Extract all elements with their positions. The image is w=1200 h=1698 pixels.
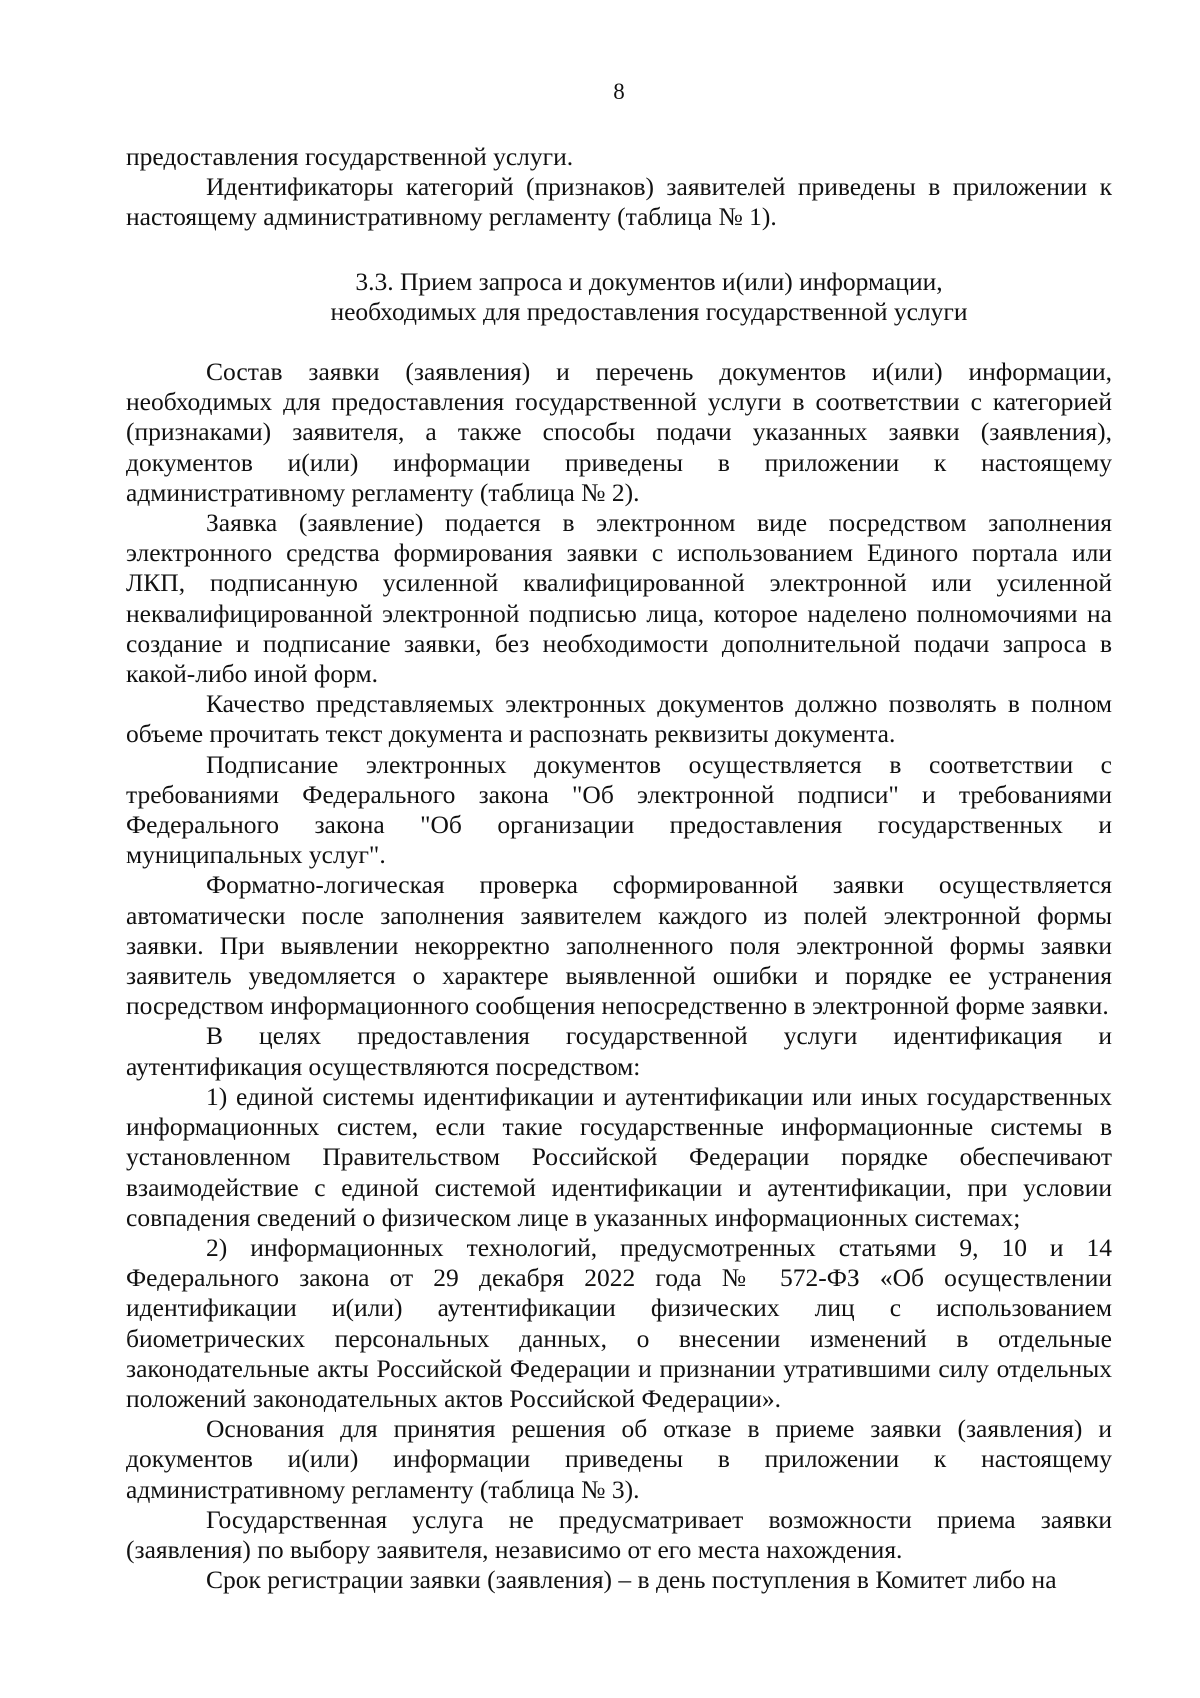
page-number: 8	[613, 79, 625, 104]
paragraph: Основания для принятия решения об отказе в приеме заявки (заявления) и документов и(или) информации приведены в приложении к настоящему административному регламенту (таблица № 3).	[126, 1414, 1112, 1504]
paragraph: Форматно-логическая проверка сформированной заявки осуществляется автоматически после заполнения заявителем каждого из полей электронной формы заявки. При выявлении некорректно заполненного поля электронной формы заявки заявитель уведомляется о характере выявленной ошибки и порядке ее устранения посредством информационного сообщения непосредственно в электронной форме заявки.	[126, 870, 1112, 1021]
paragraph: Государственная услуга не предусматривает возможности приема заявки (заявления) по выбору заявителя, независимо от его места нахождения.	[126, 1504, 1112, 1564]
paragraph: Подписание электронных документов осуществляется в соответствии с требованиями Федерального закона "Об электронной подписи" и требованиями Федерального закона "Об организации предоставления государственных и муниципальных услуг".	[126, 749, 1112, 870]
paragraph: Заявка (заявление) подается в электронном виде посредством заполнения электронного средства формирования заявки с использованием Единого портала или ЛКП, подписанную усиленной квалифицированной электронной или усиленной неквалифицированной электронной подписью лица, которое наделено полномочиями на создание и подписание заявки, без необходимости дополнительной подачи запроса в какой-либо иной форм.	[126, 508, 1112, 689]
paragraph: В целях предоставления государственной услуги идентификация и аутентификация осуществляются посредством:	[126, 1021, 1112, 1081]
paragraph: Состав заявки (заявления) и перечень документов и(или) информации, необходимых для предоставления государственной услуги в соответствии с категорией (признаками) заявителя, а также способы подачи указанных заявки (заявления), документов и(или) информации приведены в приложении к настоящему административному регламенту (таблица № 2).	[126, 357, 1112, 507]
paragraph-identifiers: Идентификаторы категорий (признаков) заявителей приведены в приложении к настоящему административному регламенту (таблица № 1).	[126, 172, 1112, 232]
section-heading-line-1: 3.3. Прием запроса и документов и(или) информации,	[355, 266, 943, 296]
paragraph: Срок регистрации заявки (заявления) – в день поступления в Комитет либо на	[206, 1565, 1057, 1595]
paragraph: Качество представляемых электронных документов должно позволять в полном объеме прочитать текст документа и распознать реквизиты документа.	[126, 689, 1112, 749]
section-heading	[126, 267, 1112, 327]
paragraph-continuation: предоставления государственной услуги.	[126, 142, 574, 171]
list-item: 2) информационных технологий, предусмотренных статьями 9, 10 и 14 Федерального закона от 29 декабря 2022 года № 572-ФЗ «Об осуществлении идентификации и(или) аутентификации физических лиц с использованием биометрических персональных данных, о внесении изменений в отдельные законодательные акты Российской Федерации и признании утратившими силу отдельных положений законодательных актов Российской Федерации».	[126, 1232, 1112, 1413]
section-heading-line-2: необходимых для предоставления государственной услуги	[330, 296, 968, 326]
list-item: 1) единой системы идентификации и аутентификации или иных государственных информационных систем, если такие государственные информационные системы в установленном Правительством Российской Федерации порядке обеспечивают взаимодействие с единой системой идентификации и аутентификации, при условии совпадения сведений о физическом лице в указанных информационных системах;	[126, 1081, 1112, 1232]
